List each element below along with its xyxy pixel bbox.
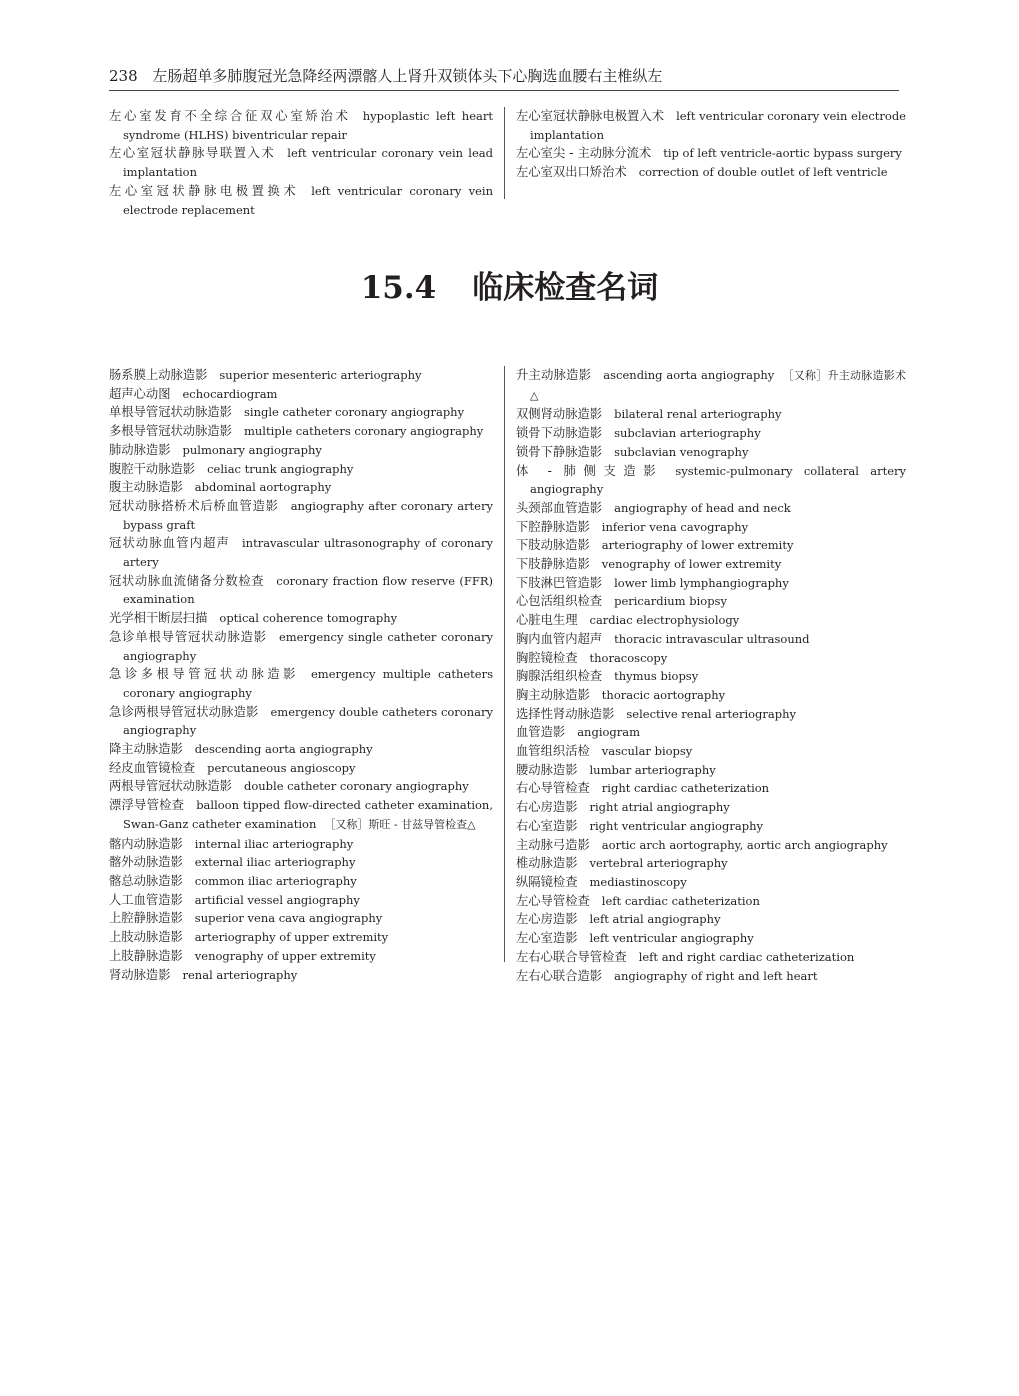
term-english: angiography after coronary artery bypass graft xyxy=(123,498,493,532)
term-chinese: 左心室造影 xyxy=(516,931,578,946)
term-chinese: 肠系膜上动脉造影 xyxy=(109,368,208,382)
term-english: left ventricular coronary vein electrode implantation xyxy=(530,109,906,142)
term-english: superior mesenteric arteriography xyxy=(219,368,422,382)
glossary-entry xyxy=(109,441,493,460)
glossary-entry xyxy=(516,948,906,967)
term-chinese: 急诊单根导管冠状动脉造影 xyxy=(109,629,267,644)
term-chinese: 腹主动脉造影 xyxy=(109,480,183,495)
term-english: artificial vessel angiography xyxy=(194,892,360,907)
term-chinese: 腹腔干动脉造影 xyxy=(109,461,196,476)
term-chinese: 左心室冠状静脉导联置入术 xyxy=(109,146,276,161)
glossary-entry xyxy=(109,891,493,910)
term-synonym: ［又称］斯旺 - 甘兹导管检查△ xyxy=(324,817,476,831)
column-divider xyxy=(504,366,505,962)
glossary-entry xyxy=(516,798,906,817)
term-english: angiography of head and neck xyxy=(614,500,791,515)
index-characters: 左肠超单多肺腹冠光急降经两漂髂人上肾升双锁体头下心胸选血腰右主椎纵左 xyxy=(152,67,663,85)
term-chinese: 髂内动脉造影 xyxy=(109,836,183,851)
glossary-entry xyxy=(109,107,493,144)
term-english: right cardiac catheterization xyxy=(601,781,770,796)
glossary-entry xyxy=(109,422,493,441)
glossary-entry xyxy=(109,366,493,385)
term-chinese: 血管组织活检 xyxy=(516,744,590,759)
term-chinese: 主动脉弓造影 xyxy=(516,837,590,852)
glossary-entry xyxy=(516,405,906,424)
glossary-entry xyxy=(516,779,906,798)
term-english: multiple catheters coronary angiography xyxy=(243,424,484,439)
term-chinese: 肺动脉造影 xyxy=(109,442,171,457)
term-chinese: 人工血管造影 xyxy=(109,892,183,907)
term-chinese: 单根导管冠状动脉造影 xyxy=(109,405,232,420)
term-english: abdominal aortography xyxy=(194,480,332,495)
term-chinese: 心包活组织检查 xyxy=(516,594,603,609)
term-english: emergency double catheters coronary angiography xyxy=(123,704,493,738)
term-english: thymus biopsy xyxy=(614,669,699,684)
glossary-entry xyxy=(109,966,493,985)
term-english: left ventricular coronary vein electrode replacement xyxy=(123,183,493,217)
main-right-column xyxy=(516,366,907,983)
term-chinese: 上肢静脉造影 xyxy=(109,948,183,963)
top-left-column xyxy=(109,107,493,217)
glossary-entry xyxy=(109,947,493,966)
glossary-entry xyxy=(516,574,906,593)
term-chinese: 左心室冠状静脉电极置入术 xyxy=(516,109,665,123)
term-english: descending aorta angiography xyxy=(194,742,373,757)
glossary-entry xyxy=(109,460,493,479)
glossary-entry xyxy=(516,892,906,911)
term-chinese: 左右心联合造影 xyxy=(516,968,603,983)
term-english: renal arteriography xyxy=(182,967,298,982)
running-header xyxy=(109,64,899,91)
glossary-entry xyxy=(516,929,906,948)
glossary-entry xyxy=(109,872,493,891)
glossary-entry xyxy=(516,107,906,144)
term-english: coronary fraction flow reserve (FFR) examination xyxy=(123,573,493,607)
glossary-entry xyxy=(516,611,906,630)
glossary-entry xyxy=(109,385,493,404)
glossary-entry xyxy=(516,873,906,892)
term-chinese: 上腔静脉造影 xyxy=(109,911,183,926)
term-chinese: 椎动脉造影 xyxy=(516,856,578,871)
term-synonym: ［又称］升主动脉造影术△ xyxy=(530,369,907,402)
term-english: angiogram xyxy=(577,725,641,740)
term-english: left cardiac catheterization xyxy=(601,893,760,908)
term-chinese: 髂外动脉造影 xyxy=(109,855,183,870)
term-chinese: 左心室发育不全综合征双心室矫治术 xyxy=(109,109,351,123)
glossary-entry xyxy=(516,163,906,182)
glossary-entry xyxy=(516,854,906,873)
term-chinese: 血管造影 xyxy=(516,725,566,740)
term-english: superior vena cava angiography xyxy=(194,911,383,926)
term-english: arteriography of lower extremity xyxy=(601,538,794,553)
term-chinese: 胸腺活组织检查 xyxy=(516,669,603,684)
term-english: external iliac arteriography xyxy=(194,855,356,870)
term-chinese: 双侧肾动脉造影 xyxy=(516,407,603,422)
term-chinese: 降主动脉造影 xyxy=(109,742,183,757)
term-english: common iliac arteriography xyxy=(194,873,357,888)
glossary-entry xyxy=(109,703,493,740)
glossary-entry xyxy=(109,497,493,534)
term-chinese: 头颈部血管造影 xyxy=(516,500,603,515)
term-english: selective renal arteriography xyxy=(626,706,797,721)
glossary-entry xyxy=(109,759,493,778)
glossary-entry xyxy=(516,499,906,518)
term-english: systemic-pulmonary collateral artery angiography xyxy=(530,463,906,497)
glossary-entry xyxy=(516,518,906,537)
glossary-entry xyxy=(516,742,906,761)
term-english: left and right cardiac catheterization xyxy=(638,949,855,964)
term-chinese: 下肢动脉造影 xyxy=(516,538,590,553)
term-chinese: 左心室双出口矫治术 xyxy=(516,165,627,180)
term-english: percutaneous angioscopy xyxy=(207,760,356,775)
term-chinese: 光学相干断层扫描 xyxy=(109,611,208,626)
section-heading xyxy=(0,266,1019,310)
term-chinese: 心脏电生理 xyxy=(516,613,578,628)
term-english: emergency multiple catheters coronary angiography xyxy=(123,667,493,700)
term-chinese: 急诊多根导管冠状动脉造影 xyxy=(109,667,299,682)
glossary-entry xyxy=(109,777,493,796)
term-english: left ventricular angiography xyxy=(589,931,754,946)
term-chinese: 下腔静脉造影 xyxy=(516,519,590,534)
term-chinese: 肾动脉造影 xyxy=(109,967,171,982)
term-chinese: 右心房造影 xyxy=(516,800,578,815)
top-right-column xyxy=(516,107,906,199)
glossary-entry xyxy=(516,462,906,499)
term-chinese: 升主动脉造影 xyxy=(516,368,592,382)
glossary-entry xyxy=(516,761,906,780)
glossary-entry xyxy=(516,910,906,929)
term-english: ascending aorta angiography xyxy=(603,368,775,382)
glossary-entry xyxy=(109,572,493,609)
glossary-entry xyxy=(109,478,493,497)
term-chinese: 多根导管冠状动脉造影 xyxy=(109,424,232,439)
term-chinese: 髂总动脉造影 xyxy=(109,873,183,888)
term-english: right atrial angiography xyxy=(589,800,730,815)
term-english: double catheter coronary angiography xyxy=(243,779,469,794)
continued-entries xyxy=(109,107,906,217)
glossary-entry xyxy=(516,443,906,462)
term-chinese: 左心室尖 - 主动脉分流术 xyxy=(516,146,652,161)
term-chinese: 上肢动脉造影 xyxy=(109,930,183,945)
term-chinese: 漂浮导管检查 xyxy=(109,798,185,813)
glossary-entry xyxy=(109,665,493,702)
glossary-entry xyxy=(516,817,906,836)
term-english: tip of left ventricle-aortic bypass surgery xyxy=(663,146,902,161)
term-chinese: 右心导管检查 xyxy=(516,781,590,796)
glossary-entry xyxy=(109,609,493,628)
glossary-entry xyxy=(516,836,906,855)
glossary-entry xyxy=(109,909,493,928)
term-chinese: 左心房造影 xyxy=(516,912,578,927)
term-english: single catheter coronary angiography xyxy=(243,405,465,420)
term-english: vascular biopsy xyxy=(601,744,693,759)
term-english: thoracic aortography xyxy=(601,687,726,702)
glossary-entry xyxy=(516,536,906,555)
glossary-entry xyxy=(109,403,493,422)
term-english: balloon tipped flow-directed catheter examination, Swan-Ganz catheter examination xyxy=(123,798,493,831)
glossary-entry xyxy=(516,592,906,611)
term-chinese: 左右心联合导管检查 xyxy=(516,949,627,964)
glossary-entry xyxy=(109,534,493,571)
term-chinese: 体 - 肺侧支造影 xyxy=(516,463,664,478)
main-left-column xyxy=(109,366,493,982)
term-chinese: 腰动脉造影 xyxy=(516,762,578,777)
term-chinese: 锁骨下动脉造影 xyxy=(516,426,603,441)
term-english: emergency single catheter coronary angiography xyxy=(123,629,493,663)
glossary-entry xyxy=(109,144,493,181)
glossary-entry xyxy=(516,555,906,574)
glossary-entry xyxy=(109,628,493,665)
term-chinese: 右心室造影 xyxy=(516,818,578,833)
term-english: cardiac electrophysiology xyxy=(589,613,740,628)
term-english: venography of upper extremity xyxy=(194,948,376,963)
term-chinese: 胸主动脉造影 xyxy=(516,687,590,702)
term-english: pericardium biopsy xyxy=(614,594,727,609)
term-english: subclavian venography xyxy=(614,444,749,459)
term-english: hypoplastic left heart syndrome (HLHS) biventricular repair xyxy=(123,109,493,142)
glossary-entry xyxy=(516,424,906,443)
glossary-entry xyxy=(516,366,906,405)
glossary-entry xyxy=(109,853,493,872)
term-chinese: 急诊两根导管冠状动脉造影 xyxy=(109,704,259,719)
column-divider xyxy=(504,107,505,199)
page-number: 238 xyxy=(109,67,138,85)
term-english: lower limb lymphangiography xyxy=(614,575,789,590)
glossary-entry xyxy=(109,796,493,834)
term-english: optical coherence tomography xyxy=(219,611,398,626)
glossary-entries xyxy=(109,366,907,983)
term-chinese: 胸腔镜检查 xyxy=(516,650,578,665)
term-english: correction of double outlet of left ventricle xyxy=(638,165,888,180)
term-english: mediastinoscopy xyxy=(589,874,687,889)
term-english: venography of lower extremity xyxy=(601,557,782,572)
glossary-entry xyxy=(109,928,493,947)
glossary-entry xyxy=(516,967,906,986)
section-number: 15.4 xyxy=(360,270,437,306)
term-english: internal iliac arteriography xyxy=(194,836,354,851)
term-english: arteriography of upper extremity xyxy=(194,930,389,945)
term-english: pulmonary angiography xyxy=(182,442,322,457)
glossary-entry xyxy=(109,835,493,854)
term-english: vertebral arteriography xyxy=(589,856,728,871)
glossary-entry xyxy=(109,740,493,759)
term-chinese: 胸内血管内超声 xyxy=(516,631,603,646)
term-chinese: 下肢淋巴管造影 xyxy=(516,575,603,590)
glossary-entry xyxy=(516,649,906,668)
glossary-entry xyxy=(516,723,906,742)
glossary-entry xyxy=(109,182,493,219)
term-chinese: 左心室冠状静脉电极置换术 xyxy=(109,183,300,198)
term-english: thoracoscopy xyxy=(589,650,668,665)
term-english: bilateral renal arteriography xyxy=(614,407,782,422)
term-chinese: 左心导管检查 xyxy=(516,893,590,908)
term-english: angiography of right and left heart xyxy=(614,968,818,983)
section-title: 临床检查名词 xyxy=(472,270,659,306)
term-english: celiac trunk angiography xyxy=(207,461,354,476)
term-chinese: 纵隔镜检查 xyxy=(516,874,578,889)
term-english: inferior vena cavography xyxy=(601,519,749,534)
term-chinese: 锁骨下静脉造影 xyxy=(516,444,603,459)
term-chinese: 超声心动图 xyxy=(109,386,171,401)
glossary-entry xyxy=(516,686,906,705)
term-chinese: 选择性肾动脉造影 xyxy=(516,706,615,721)
glossary-entry xyxy=(516,705,906,724)
term-english: echocardiogram xyxy=(182,386,278,401)
term-english: left atrial angiography xyxy=(589,912,721,927)
glossary-entry xyxy=(516,630,906,649)
term-chinese: 两根导管冠状动脉造影 xyxy=(109,779,232,794)
term-english: intravascular ultrasonography of coronary artery xyxy=(123,536,493,570)
term-chinese: 冠状动脉血管内超声 xyxy=(109,536,230,551)
term-english: thoracic intravascular ultrasound xyxy=(614,631,810,646)
term-chinese: 冠状动脉血流储备分数检查 xyxy=(109,573,265,588)
glossary-entry xyxy=(516,667,906,686)
term-chinese: 下肢静脉造影 xyxy=(516,557,590,572)
glossary-entry xyxy=(516,144,906,163)
term-english: subclavian arteriography xyxy=(614,426,761,441)
term-chinese: 经皮血管镜检查 xyxy=(109,760,196,775)
term-chinese: 冠状动脉搭桥术后桥血管造影 xyxy=(109,498,279,513)
term-english: left ventricular coronary vein lead implantation xyxy=(123,146,493,180)
term-english: aortic arch aortography, aortic arch angiography xyxy=(601,837,888,852)
term-english: lumbar arteriography xyxy=(589,762,716,777)
term-english: right ventricular angiography xyxy=(589,818,763,833)
